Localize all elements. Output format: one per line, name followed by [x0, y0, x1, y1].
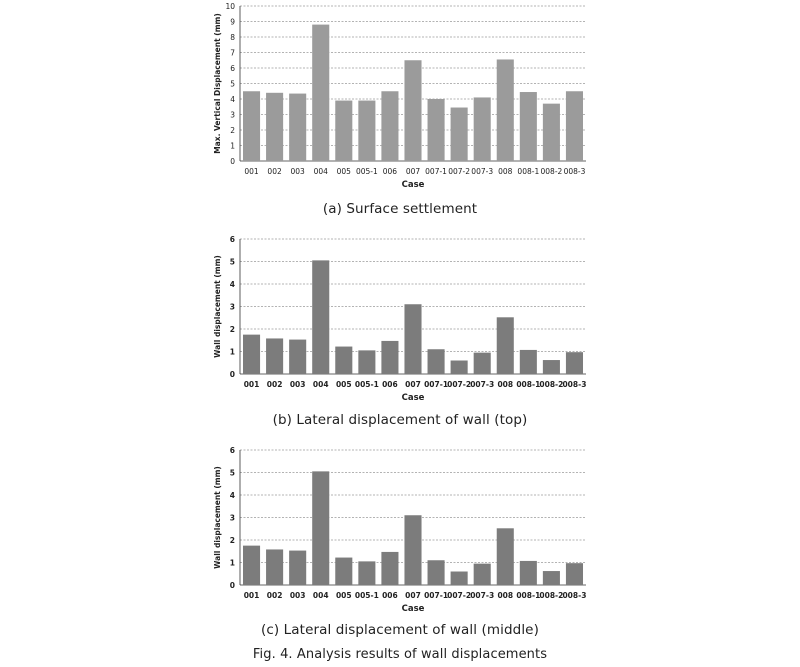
bar-001 [243, 335, 260, 374]
y-tick-label: 0 [230, 156, 235, 166]
x-axis-label: Case [401, 180, 425, 190]
bar-007-3 [474, 564, 491, 585]
bar-chart-svg [0, 443, 800, 618]
y-tick-label: 4 [229, 490, 235, 500]
y-tick-label: 5 [230, 79, 235, 89]
y-tick-label: 6 [230, 63, 235, 73]
bar-008-2 [543, 104, 560, 161]
x-axis-label: Case [401, 604, 425, 614]
chart-lateral-top [0, 232, 800, 404]
x-tick-label: 007-1 [424, 380, 449, 389]
y-tick-label: 0 [229, 369, 235, 379]
x-tick-label: 007 [405, 591, 421, 600]
y-tick-label: 10 [225, 1, 235, 11]
x-tick-label: 008-2 [539, 380, 564, 389]
caption-lateral-top: (b) Lateral displacement of wall (top) [272, 412, 528, 428]
x-tick-label: 001 [243, 380, 260, 389]
bar-008-1 [520, 561, 537, 585]
bar-007-1 [428, 99, 445, 161]
caption-surface-settlement: (a) Surface settlement [322, 201, 478, 217]
x-tick-label: 006 [382, 591, 398, 600]
x-tick-label: 008-1 [516, 380, 541, 389]
x-tick-label: 001 [244, 167, 259, 176]
bar-003 [289, 340, 306, 374]
x-tick-label: 008-3 [563, 167, 586, 176]
bar-004 [312, 25, 329, 161]
y-axis-label: Max. Vertical Displacement (mm) [213, 13, 222, 154]
x-tick-label: 008 [497, 591, 514, 600]
chart-lateral-middle [0, 443, 800, 618]
x-tick-label: 003 [289, 380, 306, 389]
y-tick-label: 0 [229, 580, 235, 590]
x-tick-label: 007-2 [447, 591, 472, 600]
x-tick-label: 007 [405, 380, 421, 389]
bar-008-2 [543, 360, 560, 374]
figure-caption: Fig. 4. Analysis results of wall displacements [252, 647, 548, 662]
bar-006 [381, 552, 398, 585]
y-tick-label: 7 [230, 48, 235, 58]
bar-008 [497, 59, 514, 161]
y-tick-label: 6 [229, 445, 235, 455]
bar-chart-svg [0, 232, 800, 404]
x-tick-label: 007-1 [425, 167, 447, 176]
bar-003 [289, 551, 306, 585]
x-tick-label: 001 [243, 591, 260, 600]
x-tick-label: 002 [266, 380, 283, 389]
bar-002 [266, 93, 283, 161]
x-tick-label: 003 [290, 167, 305, 176]
bar-005 [335, 558, 352, 585]
y-tick-label: 8 [230, 32, 235, 42]
x-tick-label: 003 [289, 591, 306, 600]
y-axis-label: Wall displacement (mm) [213, 466, 222, 569]
x-tick-label: 006 [382, 167, 398, 176]
bar-002 [266, 338, 283, 374]
x-tick-label: 004 [312, 380, 329, 389]
x-tick-label: 008 [497, 380, 514, 389]
x-tick-label: 007-2 [448, 167, 471, 176]
x-tick-label: 007 [405, 167, 421, 176]
x-tick-label: 005-1 [354, 380, 379, 389]
y-tick-label: 1 [229, 347, 235, 357]
x-tick-label: 002 [266, 591, 283, 600]
y-tick-label: 1 [230, 141, 235, 151]
bar-chart-svg [0, 0, 800, 196]
bar-002 [266, 549, 283, 585]
y-tick-label: 9 [230, 17, 235, 27]
y-tick-label: 3 [229, 513, 235, 523]
x-tick-label: 004 [313, 167, 328, 176]
x-tick-label: 008-1 [517, 167, 540, 176]
x-tick-label: 008 [498, 167, 513, 176]
bar-004 [312, 471, 329, 585]
bar-006 [381, 341, 398, 374]
x-tick-label: 008-1 [516, 591, 541, 600]
x-tick-label: 008-3 [562, 380, 587, 389]
chart-surface-settlement [0, 0, 800, 196]
y-tick-label: 2 [229, 324, 235, 334]
y-tick-label: 3 [230, 110, 235, 120]
y-tick-label: 2 [230, 125, 235, 135]
x-tick-label: 005 [336, 167, 351, 176]
bar-007-3 [474, 353, 491, 374]
bar-005 [335, 101, 352, 161]
x-tick-label: 008-2 [540, 167, 563, 176]
bar-008 [497, 528, 514, 585]
x-tick-label: 007-3 [470, 380, 495, 389]
x-tick-label: 007-1 [424, 591, 449, 600]
x-axis-label: Case [401, 393, 425, 403]
bar-001 [243, 91, 260, 161]
x-tick-label: 007-3 [471, 167, 494, 176]
bar-004 [312, 260, 329, 374]
y-tick-label: 4 [229, 279, 235, 289]
bar-007-3 [474, 97, 491, 161]
y-tick-label: 2 [229, 535, 235, 545]
y-tick-label: 5 [229, 257, 235, 267]
x-tick-label: 005 [335, 591, 352, 600]
bar-005-1 [358, 101, 375, 161]
bar-007 [404, 515, 421, 585]
bar-008-1 [520, 350, 537, 374]
y-tick-label: 1 [229, 558, 235, 568]
caption-lateral-middle: (c) Lateral displacement of wall (middle) [261, 622, 539, 638]
bar-008-3 [566, 563, 583, 585]
bar-007-2 [451, 108, 468, 161]
bar-007-1 [428, 349, 445, 374]
bar-005-1 [358, 350, 375, 374]
bar-003 [289, 94, 306, 161]
bar-007-2 [451, 361, 468, 375]
bar-007 [404, 60, 421, 161]
y-tick-label: 5 [229, 468, 235, 478]
x-tick-label: 008-3 [562, 591, 587, 600]
bar-007 [404, 304, 421, 374]
x-tick-label: 005-1 [354, 591, 379, 600]
x-tick-label: 002 [267, 167, 282, 176]
y-tick-label: 4 [230, 94, 235, 104]
x-tick-label: 007-3 [470, 591, 495, 600]
bar-007-2 [451, 572, 468, 586]
x-tick-label: 005-1 [355, 167, 378, 176]
bar-005-1 [358, 561, 375, 585]
y-tick-label: 3 [229, 302, 235, 312]
bar-008-3 [566, 91, 583, 161]
bar-008-3 [566, 352, 583, 374]
y-axis-label: Wall displacement (mm) [213, 255, 222, 358]
x-tick-label: 008-2 [539, 591, 564, 600]
bar-005 [335, 347, 352, 374]
x-tick-label: 006 [382, 380, 398, 389]
x-tick-label: 005 [335, 380, 352, 389]
bar-001 [243, 546, 260, 585]
bar-007-1 [428, 560, 445, 585]
bar-008 [497, 317, 514, 374]
y-tick-label: 6 [229, 234, 235, 244]
x-tick-label: 004 [312, 591, 329, 600]
x-tick-label: 007-2 [447, 380, 472, 389]
bar-008-1 [520, 92, 537, 161]
bar-006 [381, 91, 398, 161]
bar-008-2 [543, 571, 560, 585]
